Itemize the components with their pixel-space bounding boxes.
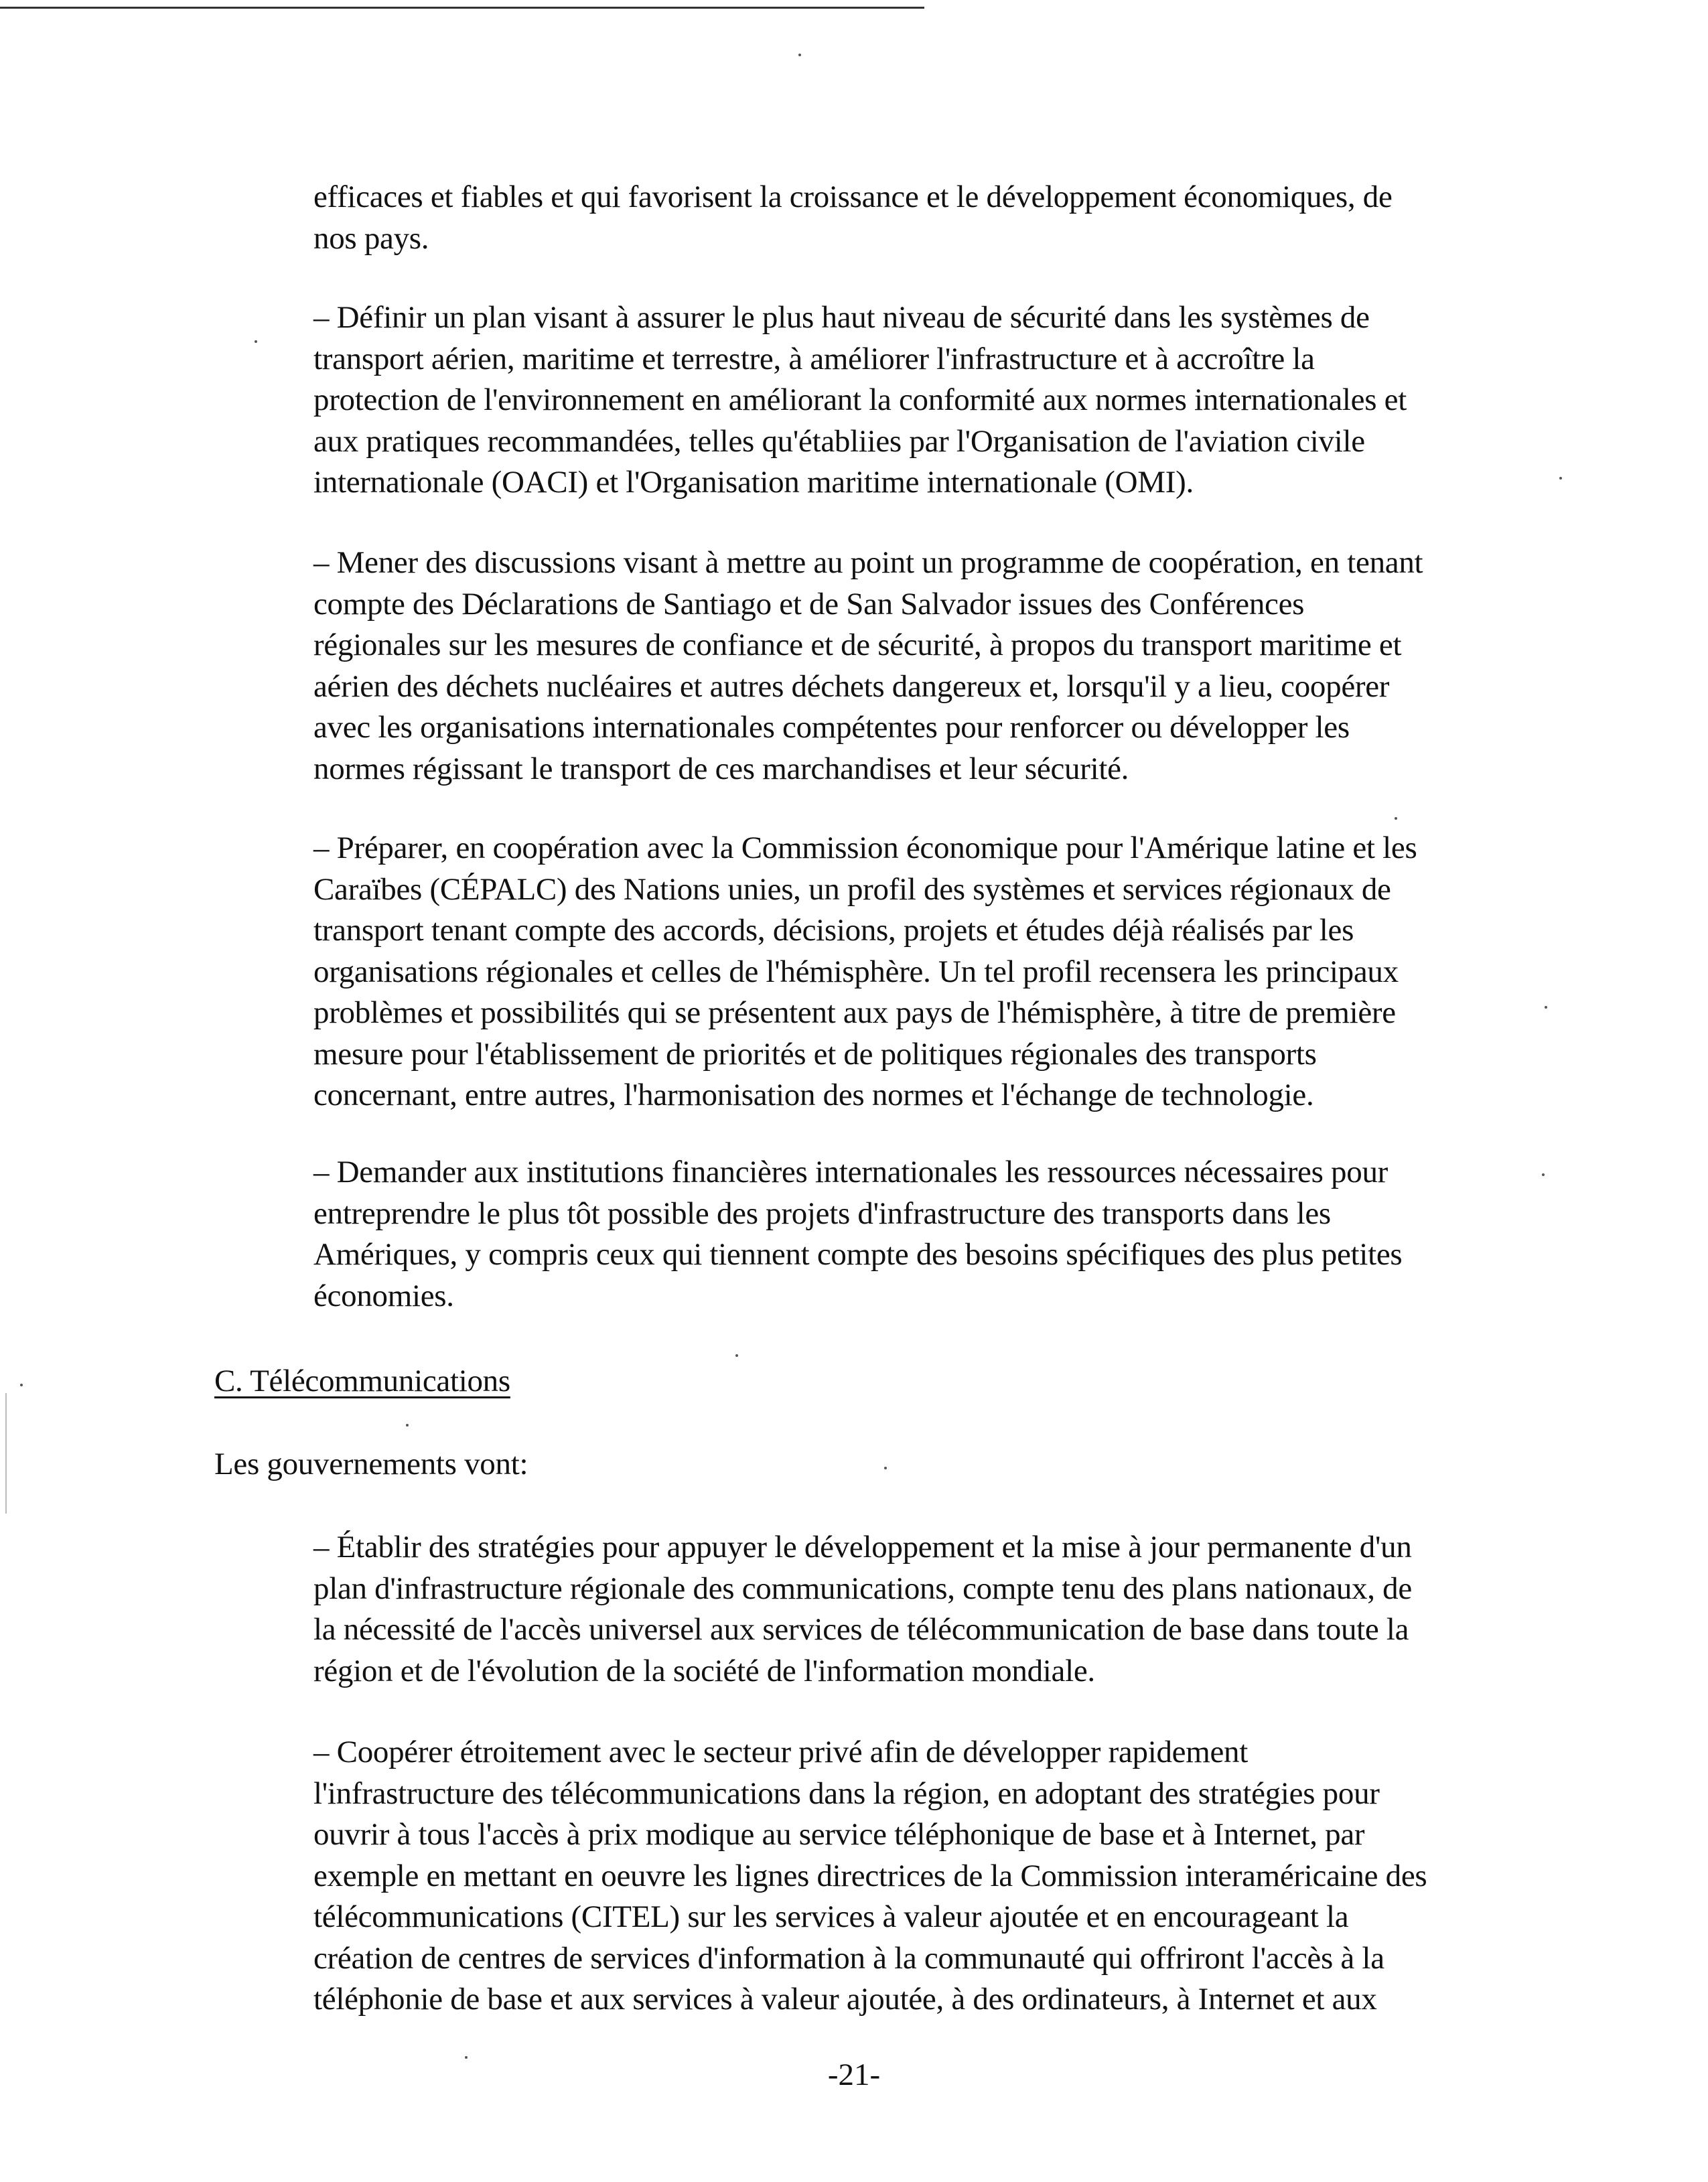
text-line: – Établir des stratégies pour appuyer le développement et la mise à jour permanente d'un <box>313 1530 1412 1565</box>
text-line: – Préparer, en coopération avec la Commission économique pour l'Amérique latine et les <box>313 830 1417 865</box>
text-line: nos pays. <box>313 220 429 256</box>
scan-speck <box>20 1384 23 1386</box>
scan-speck <box>406 1424 409 1427</box>
text-line: transport aérien, maritime et terrestre, à améliorer l'infrastructure et à accroître la <box>313 341 1315 376</box>
top-rule <box>0 7 924 9</box>
text-line: concernant, entre autres, l'harmonisation des normes et l'échange de technologie. <box>313 1078 1314 1112</box>
text-line: régionales sur les mesures de confiance et de sécurité, à propos du transport maritime et <box>313 628 1402 662</box>
text-line: l'infrastructure des télécommunications dans la région, en adoptant des stratégies pour <box>313 1775 1380 1811</box>
text-line: efficaces et fiables et qui favorisent la croissance et le développement économiques, de <box>313 179 1393 214</box>
page-number: -21- <box>827 2057 881 2092</box>
text-line: Amériques, y compris ceux qui tiennent compte des besoins spécifiques des plus petites <box>313 1237 1403 1272</box>
text-line: Caraïbes (CÉPALC) des Nations unies, un profil des systèmes et services régionaux de <box>313 871 1391 907</box>
scan-speck <box>1395 817 1397 820</box>
text-line: problèmes et possibilités qui se présentent aux pays de l'hémisphère, à titre de première <box>313 995 1396 1030</box>
text-line: protection de l'environnement en améliorant la conformité aux normes internationales et <box>313 382 1407 417</box>
text-line: avec les organisations internationales compétentes pour renforcer ou développer les <box>313 710 1350 745</box>
text-line: exemple en mettant en oeuvre les lignes directrices de la Commission interaméricaine des <box>313 1858 1427 1893</box>
scan-speck <box>255 340 257 343</box>
paragraph-private-sector <box>313 1732 1566 2021</box>
text-line: normes régissant le transport de ces marchandises et leur sécurité. <box>313 751 1129 786</box>
text-line: aérien des déchets nucléaires et autres déchets dangereux et, lorsqu'il y a lieu, coopérer <box>313 668 1390 704</box>
text-line: aux pratiques recommandées, telles qu'établiies par l'Organisation de l'aviation civile <box>313 423 1365 459</box>
paragraph-telecom-strategies <box>313 1527 1566 1692</box>
text-line: – Mener des discussions visant à mettre au point un programme de coopération, en tenant <box>313 545 1423 580</box>
text-line: mesure pour l'établissement de priorités et de politiques régionales des transports <box>313 1036 1317 1072</box>
text-line: compte des Déclarations de Santiago et de San Salvador issues des Conférences <box>313 586 1305 622</box>
text-line: entreprendre le plus tôt possible des projets d'infrastructure des transports dans les <box>313 1195 1331 1231</box>
intro-text: Les gouvernements vont: <box>214 1447 528 1481</box>
continuation-paragraph <box>313 177 1566 259</box>
text-line: organisations régionales et celles de l'hémisphère. Un tel profil recensera les principaux <box>313 954 1399 989</box>
text-line: ouvrir à tous l'accès à prix modique au service téléphonique de base et à Internet, par <box>313 1817 1365 1852</box>
text-line: télécommunications (CITEL) sur les services à valeur ajoutée et en encourageant la <box>313 1899 1349 1934</box>
paragraph-financial-institutions <box>313 1152 1566 1317</box>
text-line: téléphonie de base et aux services à valeur ajoutée, à des ordinateurs, à Internet et aux <box>313 1982 1377 2017</box>
text-line: la nécessité de l'accès universel aux services de télécommunication de base dans toute la <box>313 1612 1409 1647</box>
text-line: économies. <box>313 1278 454 1313</box>
section-heading-text: C. Télécommunications <box>214 1364 510 1398</box>
intro-line <box>214 1444 1554 1485</box>
text-line: – Coopérer étroitement avec le secteur privé afin de développer rapidement <box>313 1735 1248 1769</box>
text-line: région et de l'évolution de la société de l'information mondiale. <box>313 1653 1095 1688</box>
text-line: internationale (OACI) et l'Organisation maritime internationale (OMI). <box>313 465 1194 500</box>
scan-speck <box>465 2056 468 2059</box>
scan-speck <box>735 1354 738 1357</box>
paragraph-transport-security <box>313 297 1566 504</box>
paragraph-dangerous-waste <box>313 542 1566 790</box>
text-line: plan d'infrastructure régionale des communications, compte tenu des plans nationaux, de <box>313 1571 1412 1606</box>
text-line: création de centres de services d'information à la communauté qui offriront l'accès à la <box>313 1940 1384 1976</box>
text-line: – Définir un plan visant à assurer le plus haut niveau de sécurité dans les systèmes de <box>313 300 1370 335</box>
paragraph-cepalc-profile <box>313 828 1566 1116</box>
text-line: – Demander aux institutions financières internationales les ressources nécessaires pour <box>313 1155 1389 1189</box>
text-line: transport tenant compte des accords, décisions, projets et études déjà réalisés par les <box>313 913 1354 948</box>
scan-edge-mark <box>5 1393 7 1514</box>
scan-speck <box>798 54 801 56</box>
section-heading-telecom <box>214 1361 1554 1402</box>
